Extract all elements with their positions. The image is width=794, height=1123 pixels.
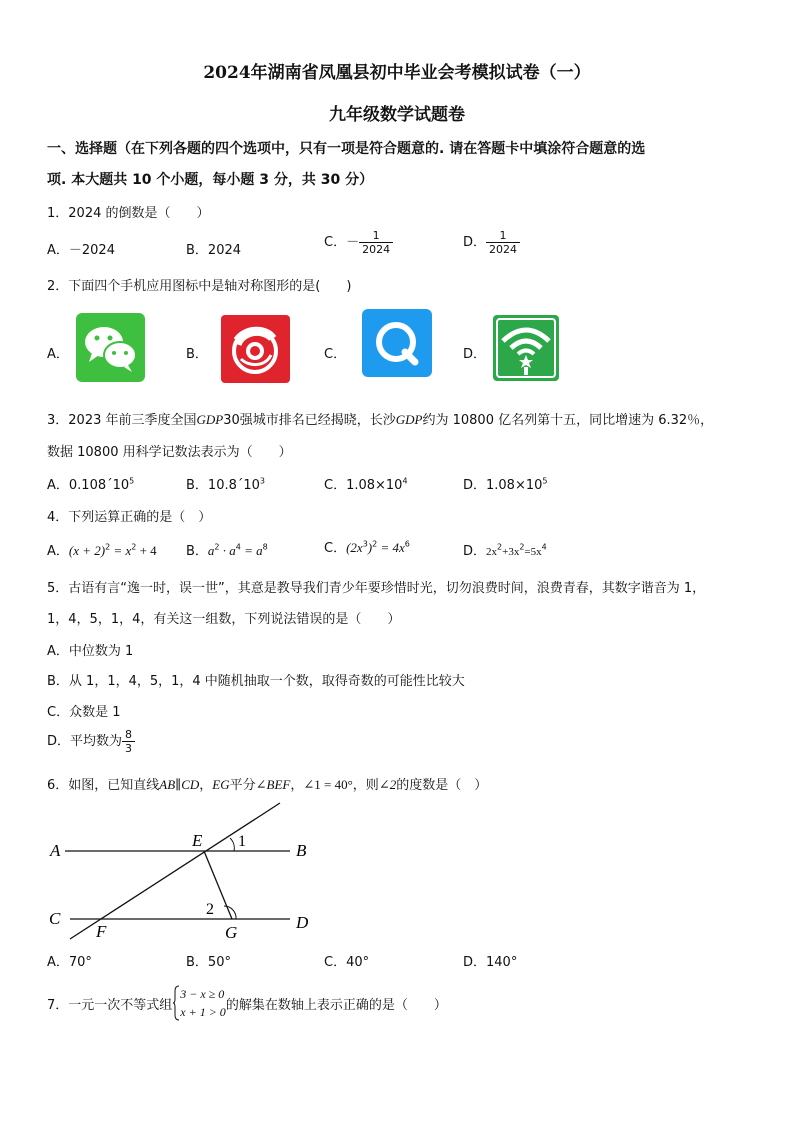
q5-option-a: A．中位数为 1 (47, 644, 134, 659)
q4-d-expr: 2x (486, 546, 498, 558)
q4-option-b (186, 540, 268, 559)
q3-option-b (186, 474, 265, 493)
q4-c-sup: 3 (362, 539, 368, 549)
q1-option-b: B．2024 (186, 243, 242, 258)
q2-option-a: A． (47, 347, 69, 362)
q3-c-exp: 4 (402, 476, 408, 486)
q6-text-b: ， (199, 778, 213, 793)
q1-option-a: A．－2024 (47, 243, 115, 258)
q2-option-c: C． (324, 347, 347, 362)
q4-d-mid: +3x (502, 546, 520, 558)
q4-c-sup3: 6 (404, 539, 410, 549)
q4-a-sup: 2 (105, 542, 111, 552)
q4-d-sup: 2 (497, 542, 503, 552)
q7-stem (47, 985, 447, 1025)
q1-option-d-prefix: D． (463, 235, 487, 250)
label-e: E (192, 831, 203, 850)
q4-a-sup2: 2 (131, 542, 137, 552)
q5-stem-line2: 1，4，5，1，4，有关这一组数，下列说法错误的是（ ） (47, 612, 401, 627)
q3-stem-line2: 数据 10800 用科学记数法表示为（ ） (47, 445, 292, 460)
q4-b-sup2: 4 (235, 542, 241, 552)
q4-a-rest: = x (110, 543, 132, 558)
q1-d-numerator: 1 (499, 229, 507, 242)
q1-c-numerator: 1 (372, 229, 380, 242)
q3-option-d (463, 474, 547, 493)
q5-stem-line1: 5．古语有言“逸一时，误一世”，其意是教导我们青少年要珍惜时光，切勿浪费时间，浪费青春，其数字谐音为 1， (47, 581, 706, 596)
q4-a-expr: (x + 2) (68, 543, 106, 558)
q5-d-numerator: 8 (125, 728, 133, 741)
q3-text-c: 约为 10800 亿名列第十五，同比增速为 6.32％， (422, 413, 714, 428)
q6-ab: AB (159, 777, 176, 792)
q1-option-c-fraction (359, 229, 393, 256)
label-b: B (296, 841, 307, 860)
q7-inequality-1: 3 − x ≥ 0 (180, 987, 225, 1001)
wechat-icon (76, 313, 145, 382)
q6-text-c: 平分 (229, 778, 256, 793)
q3-text-a: 3．2023 年前三季度全国 (47, 413, 197, 428)
q6-text-d: ， (290, 778, 304, 793)
q4-b-expr: a (207, 543, 215, 558)
q4-b-label: B． (186, 544, 208, 559)
q4-c-label: C． (324, 541, 347, 556)
q6-cd: CD (181, 777, 200, 792)
q6-stem (47, 774, 487, 793)
q7-inequality-2: x + 1 > 0 (180, 1005, 226, 1019)
q3-gdp: GDP (196, 412, 224, 427)
q4-d-label: D． (463, 544, 487, 559)
q4-b-sup: 2 (214, 542, 220, 552)
q4-a-label: A． (47, 544, 69, 559)
q6-angle2: ∠2 (378, 777, 397, 792)
label-c: C (49, 909, 61, 928)
q1-option-d (463, 229, 520, 256)
q3-b-exp: 3 (259, 476, 265, 486)
angle-1-arc (230, 838, 234, 851)
q4-c-sup2: 2 (372, 539, 378, 549)
q2-stem: 2．下面四个手机应用图标中是轴对称图形的是( ) (47, 279, 352, 294)
q6-eg: EG (212, 777, 230, 792)
label-d: D (296, 913, 309, 932)
q4-option-c (324, 537, 410, 556)
q1-d-denominator: 2024 (486, 242, 520, 256)
q6-option-b: B．50° (186, 955, 231, 970)
q1-option-c-prefix: C．－ (324, 235, 360, 250)
q7-suffix: 的解集在数轴上表示正确的是（ ） (225, 997, 447, 1013)
q4-a-end: + 4 (136, 543, 157, 558)
q4-option-d (463, 540, 547, 559)
q4-d-sup2: 2 (519, 542, 525, 552)
label-angle-2: 2 (206, 901, 214, 918)
q6-option-c: C．40° (324, 955, 370, 970)
q3-stem-line1 (47, 409, 713, 428)
q4-option-a (47, 540, 157, 559)
q4-d-sup3: 4 (541, 542, 547, 552)
q3-option-c (324, 474, 408, 493)
q6-option-d: D．140° (463, 955, 518, 970)
q6-angle-bef: ∠BEF (255, 777, 291, 792)
q1-stem: 1．2024 的倒数是（ ） (47, 206, 210, 221)
q3-c-base: C．1.08×10 (324, 478, 403, 493)
label-g: G (225, 923, 238, 942)
q4-c-close: ) (367, 540, 373, 555)
q4-c-expr: (2x (346, 540, 363, 555)
q5-d-denominator: 3 (122, 741, 135, 755)
q3-a-base: A．0.108´10 (47, 478, 130, 493)
q6-geometry-figure (40, 800, 320, 945)
q1-c-denominator: 2024 (359, 242, 393, 256)
q6-parallel: ∥ (175, 777, 182, 792)
q3-d-base: D．1.08×10 (463, 478, 543, 493)
label-a: A (50, 841, 61, 860)
label-f: F (96, 922, 107, 941)
section-instruction-line2: 项. 本大题共 10 个小题，每小题 3 分，共 30 分） (47, 172, 374, 188)
q3-b-base: B．10.8´10 (186, 478, 260, 493)
q4-d-eq: =5x (524, 546, 542, 558)
q4-b-eq: = a (240, 543, 263, 558)
label-angle-1: 1 (238, 833, 246, 850)
spiral-logo-icon (221, 315, 290, 383)
q5-d-fraction (122, 728, 135, 755)
q4-stem: 4．下列运算正确的是（ ） (47, 510, 212, 525)
q7-system (180, 985, 226, 1021)
q6-option-a: A．70° (47, 955, 92, 970)
section-instruction-line1: 一、选择题（在下列各题的四个选项中，只有一项是符合题意的. 请在答题卡中填涂符合题意的选 (47, 141, 646, 157)
q2-option-d: D． (463, 347, 487, 362)
search-q-icon (362, 309, 432, 377)
q2-option-b: B． (186, 347, 208, 362)
q3-a-exp: 5 (129, 476, 135, 486)
q6-angle1: ∠1 = 40° (303, 777, 353, 792)
q6-text-e: ，则 (352, 778, 379, 793)
q5-option-d (47, 728, 135, 755)
q4-b-mid: · a (219, 543, 236, 558)
q5-option-c: C．众数是 1 (47, 705, 121, 720)
q5-d-prefix: D．平均数为 (47, 734, 123, 749)
q6-text-a: 6．如图，已知直线 (47, 778, 160, 793)
q1-option-c (324, 229, 393, 256)
q5-option-b: B．从 1，1，4，5，1，4 中随机抽取一个数，取得奇数的可能性比较大 (47, 674, 465, 689)
page-title: 2024年湖南省凤凰县初中毕业会考模拟试卷（一） (203, 63, 591, 83)
q3-d-exp: 5 (542, 476, 548, 486)
q4-b-sup3: 8 (262, 542, 268, 552)
q3-text-b: 30强城市排名已经揭晓，长沙 (223, 413, 396, 428)
q3-gdp2: GDP (395, 412, 423, 427)
wifi-icon (493, 315, 559, 381)
q4-c-eq: = 4x (377, 540, 405, 555)
q1-option-d-fraction (486, 229, 520, 256)
q6-text-f: 的度数是（ ） (396, 778, 488, 793)
q3-option-a (47, 474, 134, 493)
page-subtitle: 九年级数学试题卷 (329, 105, 465, 125)
q7-prefix: 7．一元一次不等式组 (47, 997, 173, 1013)
